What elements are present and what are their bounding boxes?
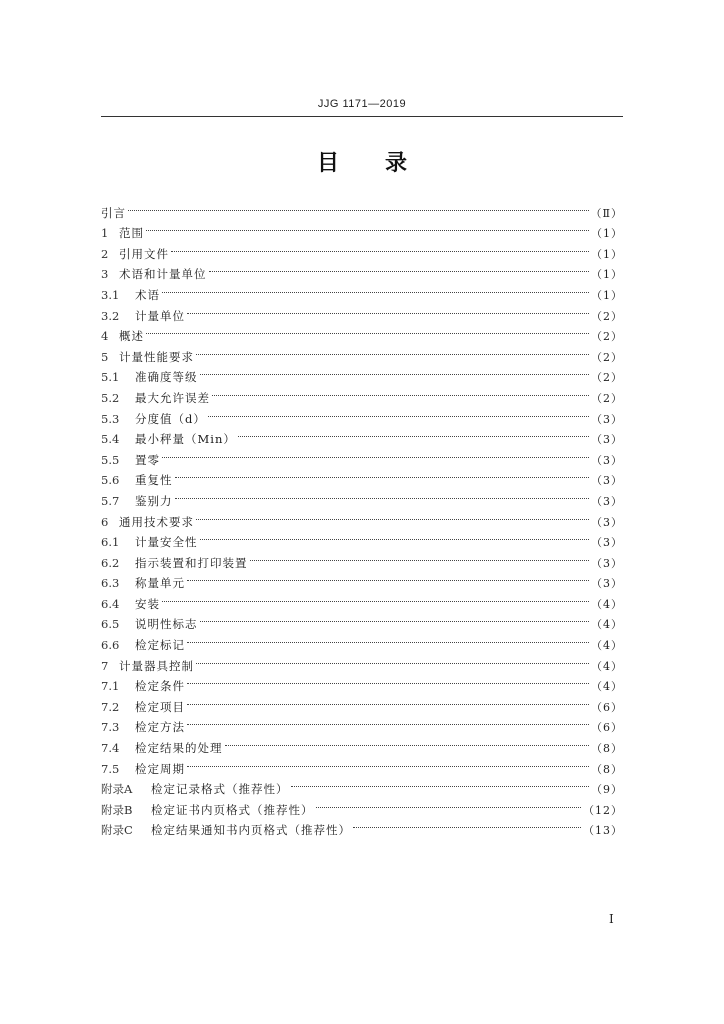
toc-entry-title: 计量安全性 bbox=[135, 535, 198, 550]
toc-entry-number: 附录A bbox=[101, 782, 133, 797]
toc-dot-leader bbox=[187, 690, 589, 711]
toc-entry-page: （3） bbox=[591, 433, 623, 447]
toc-dot-leader bbox=[187, 711, 589, 732]
toc-entry-title: 引言 bbox=[101, 205, 126, 220]
toc-entry-number: 5.1 bbox=[101, 370, 120, 385]
toc-dot-leader bbox=[128, 196, 589, 217]
toc-entry-number: 2 bbox=[101, 246, 109, 261]
toc-entry-title: 置零 bbox=[135, 452, 160, 467]
toc-entry-page: （3） bbox=[591, 536, 623, 550]
toc-entry-title: 术语 bbox=[135, 287, 160, 302]
toc-entry-title: 检定记录格式（推荐性） bbox=[151, 782, 289, 797]
toc-entry-number: 5 bbox=[101, 349, 109, 364]
toc-entry-number: 6.5 bbox=[101, 617, 120, 632]
toc-dot-leader bbox=[175, 464, 590, 485]
toc-entry-title: 概述 bbox=[119, 329, 144, 344]
toc-entry-page: （2） bbox=[591, 330, 623, 344]
standard-code: JJG 1171—2019 bbox=[317, 98, 407, 110]
toc-entry-page: （8） bbox=[591, 762, 623, 776]
toc-dot-leader bbox=[200, 361, 590, 382]
toc-dot-leader bbox=[200, 608, 590, 629]
toc-entry-number: 3.1 bbox=[101, 287, 120, 302]
toc-entry-page: （4） bbox=[591, 680, 623, 694]
toc-entry-number: 5.2 bbox=[101, 390, 120, 405]
toc-dot-leader bbox=[238, 423, 589, 444]
toc-dot-leader bbox=[146, 320, 589, 341]
toc-entry-number: 5.4 bbox=[101, 432, 120, 447]
toc-entry-title: 检定结果通知书内页格式（推荐性） bbox=[151, 823, 351, 838]
toc-entry-number: 7.2 bbox=[101, 699, 120, 714]
toc-entry-number: 4 bbox=[101, 329, 109, 344]
toc-entry-number: 7.1 bbox=[101, 679, 120, 694]
toc-entry-page: （3） bbox=[591, 474, 623, 488]
toc-entry-number: 7.4 bbox=[101, 741, 120, 756]
toc-entry-title: 分度值（d） bbox=[135, 411, 206, 426]
toc-entry-number: 5.7 bbox=[101, 493, 120, 508]
toc-dot-leader bbox=[250, 546, 590, 567]
toc-entry-title: 检定标记 bbox=[135, 638, 185, 653]
toc-entry-page: （9） bbox=[591, 783, 623, 797]
toc-entry-title: 检定证书内页格式（推荐性） bbox=[151, 802, 314, 817]
toc-dot-leader bbox=[171, 237, 589, 258]
toc-dot-leader bbox=[187, 670, 589, 691]
toc-entry-page: （6） bbox=[591, 721, 623, 735]
toc-entry-number: 附录B bbox=[101, 802, 133, 817]
toc-entry[interactable] bbox=[101, 587, 623, 611]
toc-entry-page: （1） bbox=[591, 227, 623, 241]
toc-dot-leader bbox=[208, 402, 589, 423]
toc-entry-title: 计量器具控制 bbox=[119, 658, 194, 673]
toc-entry[interactable] bbox=[101, 299, 623, 323]
toc-entry-page: （12） bbox=[583, 803, 623, 817]
toc-entry-number: 7 bbox=[101, 658, 109, 673]
toc-dot-leader bbox=[162, 278, 589, 299]
toc-entry-page: （4） bbox=[591, 639, 623, 653]
toc-dot-leader bbox=[209, 258, 590, 279]
toc-entry-page: （3） bbox=[591, 515, 623, 529]
toc-entry[interactable] bbox=[101, 278, 623, 302]
toc-dot-leader bbox=[196, 340, 589, 361]
toc-entry-page: （3） bbox=[591, 412, 623, 426]
toc-entry-title: 安装 bbox=[135, 596, 160, 611]
toc-entry-title: 重复性 bbox=[135, 473, 173, 488]
toc-dot-leader bbox=[162, 587, 589, 608]
toc-entry-number: 3.2 bbox=[101, 308, 120, 323]
toc-dot-leader bbox=[146, 217, 589, 238]
toc-dot-leader bbox=[187, 628, 589, 649]
toc-entry-number: 3 bbox=[101, 267, 109, 282]
page-number: I bbox=[609, 912, 614, 926]
toc-entry-title: 检定结果的处理 bbox=[135, 741, 223, 756]
toc-entry-page: （1） bbox=[591, 288, 623, 302]
toc-entry-title: 计量性能要求 bbox=[119, 349, 194, 364]
toc-entry-number: 6 bbox=[101, 514, 109, 529]
toc-entry-title: 计量单位 bbox=[135, 308, 185, 323]
toc-entry[interactable] bbox=[101, 217, 623, 241]
toc-entry-number: 5.3 bbox=[101, 411, 120, 426]
toc-entry-title: 引用文件 bbox=[119, 246, 169, 261]
toc-dot-leader bbox=[212, 381, 589, 402]
toc-dot-leader bbox=[187, 299, 589, 320]
toc-entry-page: （4） bbox=[591, 659, 623, 673]
toc-entry[interactable] bbox=[101, 443, 623, 467]
toc-entry[interactable] bbox=[101, 237, 623, 261]
toc-entry-title: 检定方法 bbox=[135, 720, 185, 735]
toc-entry-page: （Ⅱ） bbox=[590, 206, 623, 220]
toc-entry-title: 检定项目 bbox=[135, 699, 185, 714]
toc-entry-number: 7.5 bbox=[101, 761, 120, 776]
toc-entry-page: （3） bbox=[591, 453, 623, 467]
toc-entry-number: 6.2 bbox=[101, 555, 120, 570]
toc-entry[interactable] bbox=[101, 464, 623, 488]
toc-entry-page: （13） bbox=[583, 824, 623, 838]
toc-entry-page: （4） bbox=[591, 597, 623, 611]
toc-entry-page: （1） bbox=[591, 268, 623, 282]
toc-entry-title: 鉴别力 bbox=[135, 493, 173, 508]
toc-entry-title: 术语和计量单位 bbox=[119, 267, 207, 282]
toc-entry[interactable] bbox=[101, 258, 623, 282]
toc-entry-number: 5.5 bbox=[101, 452, 120, 467]
toc-entry-title: 最小秤量（Min） bbox=[135, 432, 236, 447]
toc-entry[interactable] bbox=[101, 196, 623, 220]
table-of-contents bbox=[101, 196, 623, 838]
toc-entry-title: 说明性标志 bbox=[135, 617, 198, 632]
toc-dot-leader bbox=[175, 484, 590, 505]
toc-entry-page: （3） bbox=[591, 556, 623, 570]
toc-entry-number: 5.6 bbox=[101, 473, 120, 488]
toc-entry-title: 称量单元 bbox=[135, 576, 185, 591]
toc-entry-page: （2） bbox=[591, 309, 623, 323]
toc-entry-page: （6） bbox=[591, 700, 623, 714]
toc-entry-number: 6.6 bbox=[101, 638, 120, 653]
toc-entry-page: （3） bbox=[591, 577, 623, 591]
toc-entry[interactable] bbox=[101, 505, 623, 529]
toc-entry-title: 范围 bbox=[119, 226, 144, 241]
toc-dot-leader bbox=[187, 567, 589, 588]
toc-dot-leader bbox=[187, 752, 589, 773]
toc-entry-title: 通用技术要求 bbox=[119, 514, 194, 529]
toc-entry-number: 7.3 bbox=[101, 720, 120, 735]
toc-entry[interactable] bbox=[101, 320, 623, 344]
toc-dot-leader bbox=[200, 526, 590, 547]
toc-dot-leader bbox=[196, 505, 589, 526]
toc-entry-title: 检定条件 bbox=[135, 679, 185, 694]
toc-entry-page: （1） bbox=[591, 247, 623, 261]
toc-entry-title: 准确度等级 bbox=[135, 370, 198, 385]
header-rule bbox=[101, 116, 623, 117]
toc-entry[interactable] bbox=[101, 484, 623, 508]
toc-entry-number: 1 bbox=[101, 226, 109, 241]
toc-entry-title: 指示装置和打印装置 bbox=[135, 555, 248, 570]
toc-entry-page: （4） bbox=[591, 618, 623, 632]
toc-dot-leader bbox=[316, 793, 582, 814]
toc-entry-page: （2） bbox=[591, 350, 623, 364]
toc-entry[interactable] bbox=[101, 608, 623, 632]
toc-entry[interactable] bbox=[101, 340, 623, 364]
toc-entry-page: （2） bbox=[591, 391, 623, 405]
toc-entry-title: 检定周期 bbox=[135, 761, 185, 776]
toc-entry-page: （2） bbox=[591, 371, 623, 385]
toc-dot-leader bbox=[353, 814, 581, 835]
toc-entry-number: 附录C bbox=[101, 823, 133, 838]
toc-entry-title: 最大允许误差 bbox=[135, 390, 210, 405]
toc-entry-number: 6.3 bbox=[101, 576, 120, 591]
toc-dot-leader bbox=[225, 731, 590, 752]
toc-dot-leader bbox=[291, 773, 590, 794]
toc-entry-page: （3） bbox=[591, 494, 623, 508]
toc-entry-page: （8） bbox=[591, 742, 623, 756]
toc-entry-number: 6.4 bbox=[101, 596, 120, 611]
page-title: 目录 bbox=[316, 151, 453, 176]
toc-dot-leader bbox=[196, 649, 589, 670]
toc-entry-number: 6.1 bbox=[101, 535, 120, 550]
toc-dot-leader bbox=[162, 443, 589, 464]
